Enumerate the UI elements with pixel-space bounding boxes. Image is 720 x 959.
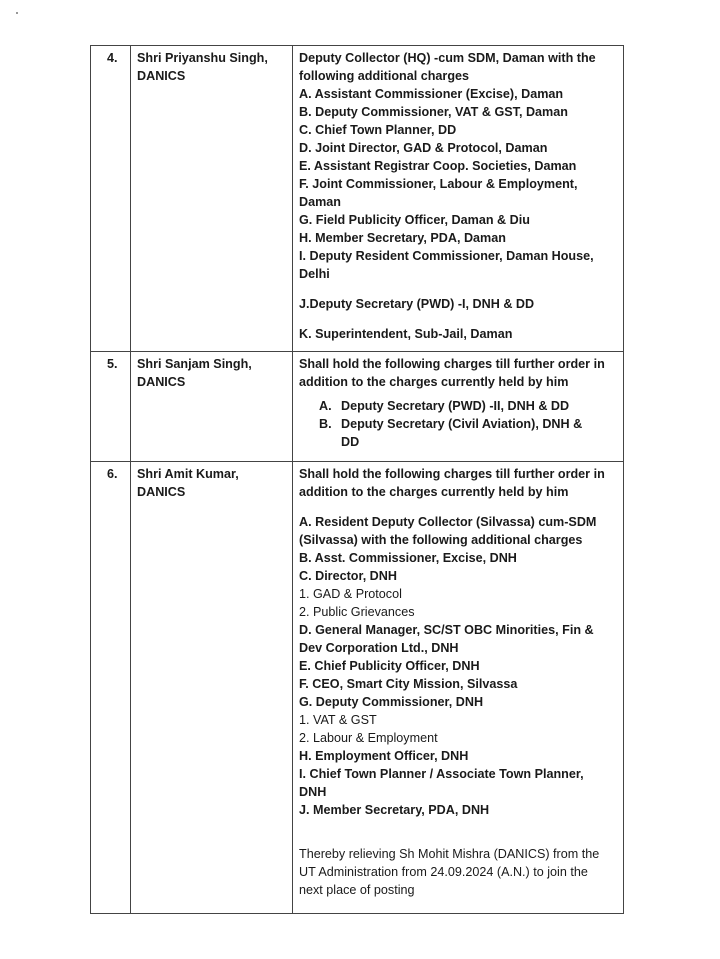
charges-cell [293,462,624,914]
charge-item: E. Chief Publicity Officer, DNH [299,659,480,673]
charge-intro: following additional charges [299,69,470,83]
serial-number: 4. [91,46,131,352]
charge-item: J. Member Secretary, PDA, DNH [299,803,490,817]
charge-item: D. Joint Director, GAD & Protocol, Daman [299,141,548,155]
table-row [91,46,624,352]
charge-item: A. Assistant Commissioner (Excise), Daman [299,87,564,101]
charge-item: F. CEO, Smart City Mission, Silvassa [299,677,518,691]
officer-name: Shri Priyanshu Singh, [137,51,268,65]
charge-item: K. Superintendent, Sub-Jail, Daman [299,327,513,341]
charge-intro: Shall hold the following charges till further order in [299,357,605,371]
list-item [319,415,617,451]
charge-item: DNH [299,785,327,799]
officer-cell [131,46,293,352]
serial-number: 5. [91,352,131,462]
charge-item: G. Deputy Commissioner, DNH [299,695,484,709]
charge-item: (Silvassa) with the following additional charges [299,533,583,547]
charge-item: I. Chief Town Planner / Associate Town Planner, [299,767,584,781]
charge-item: Deputy Secretary (Civil Aviation), DNH & [341,417,583,431]
officer-name: Shri Amit Kumar, [137,467,239,481]
officer-cell [131,352,293,462]
charge-item: Deputy Secretary (PWD) -II, DNH & DD [341,399,570,413]
charge-item: Dev Corporation Ltd., DNH [299,641,459,655]
charge-item: Daman [299,195,341,209]
charge-intro: Deputy Collector (HQ) -cum SDM, Daman with the [299,51,596,65]
table-row [91,352,624,462]
officer-service: DANICS [137,485,186,499]
charge-item: I. Deputy Resident Commissioner, Daman House, [299,249,594,263]
charge-item: C. Director, DNH [299,569,397,583]
list-item [319,397,617,415]
charge-item: H. Employment Officer, DNH [299,749,469,763]
charge-item: A. Resident Deputy Collector (Silvassa) cum-SDM [299,515,597,529]
table-row [91,462,624,914]
officer-service: DANICS [137,69,186,83]
charge-item: C. Chief Town Planner, DD [299,123,457,137]
charge-item: H. Member Secretary, PDA, Daman [299,231,506,245]
officer-cell [131,462,293,914]
relieving-note: Thereby relieving Sh Mohit Mishra (DANICS) from the [299,847,600,861]
charge-item: G. Field Publicity Officer, Daman & Diu [299,213,530,227]
charge-item: F. Joint Commissioner, Labour & Employment, [299,177,578,191]
charge-intro: addition to the charges currently held by him [299,485,569,499]
officer-name: Shri Sanjam Singh, [137,357,252,371]
charge-item: Delhi [299,267,330,281]
charges-table [90,45,624,914]
serial-number: 6. [91,462,131,914]
charge-subitem: 1. VAT & GST [299,713,377,727]
charge-item: B. Deputy Commissioner, VAT & GST, Daman [299,105,568,119]
charge-item: E. Assistant Registrar Coop. Societies, Daman [299,159,577,173]
charge-item: B. Asst. Commissioner, Excise, DNH [299,551,517,565]
charge-list [299,397,617,451]
charges-cell [293,352,624,462]
charge-item: D. General Manager, SC/ST OBC Minorities, Fin & [299,623,594,637]
relieving-note: next place of posting [299,883,415,897]
charges-cell [293,46,624,352]
charge-subitem: 2. Public Grievances [299,605,415,619]
charge-item: DD [341,435,360,449]
officer-service: DANICS [137,375,186,389]
list-marker: A. [319,399,332,413]
scan-speck [16,12,18,14]
charge-item: J.Deputy Secretary (PWD) -I, DNH & DD [299,297,535,311]
charge-intro: addition to the charges currently held by him [299,375,569,389]
charge-intro: Shall hold the following charges till further order in [299,467,605,481]
relieving-note: UT Administration from 24.09.2024 (A.N.) to join the [299,865,588,879]
charge-subitem: 2. Labour & Employment [299,731,438,745]
list-marker: B. [319,417,332,431]
charge-subitem: 1. GAD & Protocol [299,587,402,601]
